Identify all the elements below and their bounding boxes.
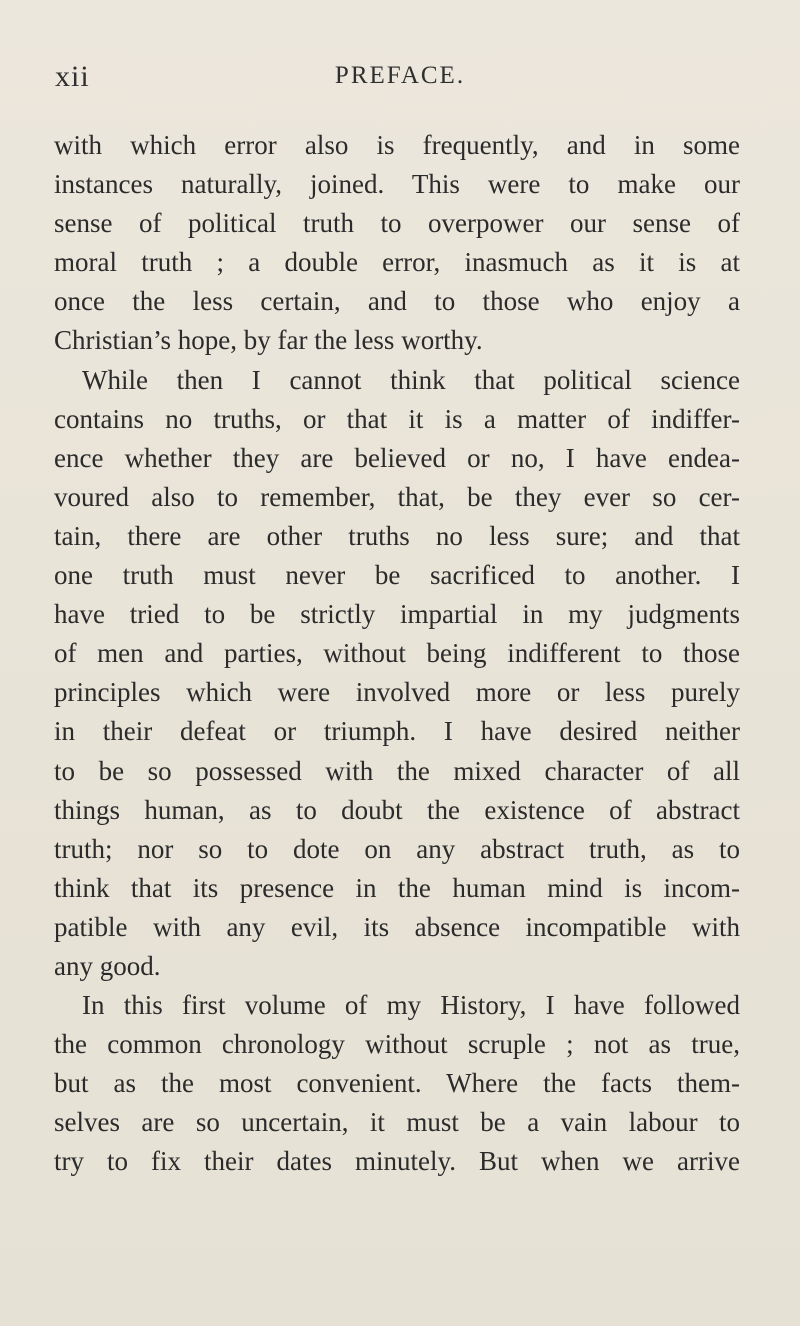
- text-line: tain, there are other truths no less sure; and that: [54, 520, 740, 551]
- text-line: of men and parties, without being indifferent to those: [54, 638, 740, 669]
- text-line: sense of political truth to overpower our sense of: [54, 208, 740, 239]
- text-line: the common chronology without scruple ; not as true,: [54, 1029, 740, 1060]
- running-head: [55, 60, 745, 100]
- text-line: to be so possessed with the mixed character of all: [54, 755, 740, 786]
- text-line: contains no truths, or that it is a matter of indiffer-: [54, 403, 740, 434]
- text-line: instances naturally, joined. This were to make our: [54, 169, 740, 200]
- text-line: voured also to remember, that, be they ever so cer-: [54, 481, 740, 512]
- text-line: have tried to be strictly impartial in my judgments: [54, 599, 740, 630]
- text-line: think that its presence in the human mind is incom-: [54, 872, 740, 903]
- text-line: any good.: [54, 950, 161, 981]
- text-line: In this first volume of my History, I have followed: [82, 990, 740, 1021]
- text-line: with which error also is frequently, and in some: [54, 130, 740, 160]
- text-line: in their defeat or triumph. I have desired neither: [54, 716, 740, 747]
- running-title: PREFACE.: [334, 62, 466, 89]
- text-line: one truth must never be sacrificed to another. I: [54, 560, 740, 591]
- text-line: principles which were involved more or less purely: [54, 677, 740, 708]
- text-line: things human, as to doubt the existence of abstract: [54, 794, 740, 825]
- page-number: xii: [55, 60, 90, 93]
- text-line: selves are so uncertain, it must be a vain labour to: [54, 1107, 740, 1138]
- text-line: moral truth ; a double error, inasmuch as it is at: [54, 247, 740, 278]
- text-line: patible with any evil, its absence incompatible with: [54, 911, 740, 942]
- body-text: [54, 126, 740, 1182]
- text-line: truth; nor so to dote on any abstract truth, as to: [54, 833, 740, 864]
- text-line: once the less certain, and to those who enjoy a: [54, 286, 740, 317]
- text-line: try to fix their dates minutely. But when we arrive: [54, 1146, 740, 1177]
- text-line: Christian’s hope, by far the less worthy.: [54, 325, 483, 356]
- text-line: but as the most convenient. Where the facts them-: [54, 1068, 740, 1099]
- text-line: ence whether they are believed or no, I have endea-: [54, 442, 740, 473]
- text-line: While then I cannot think that political science: [82, 364, 740, 395]
